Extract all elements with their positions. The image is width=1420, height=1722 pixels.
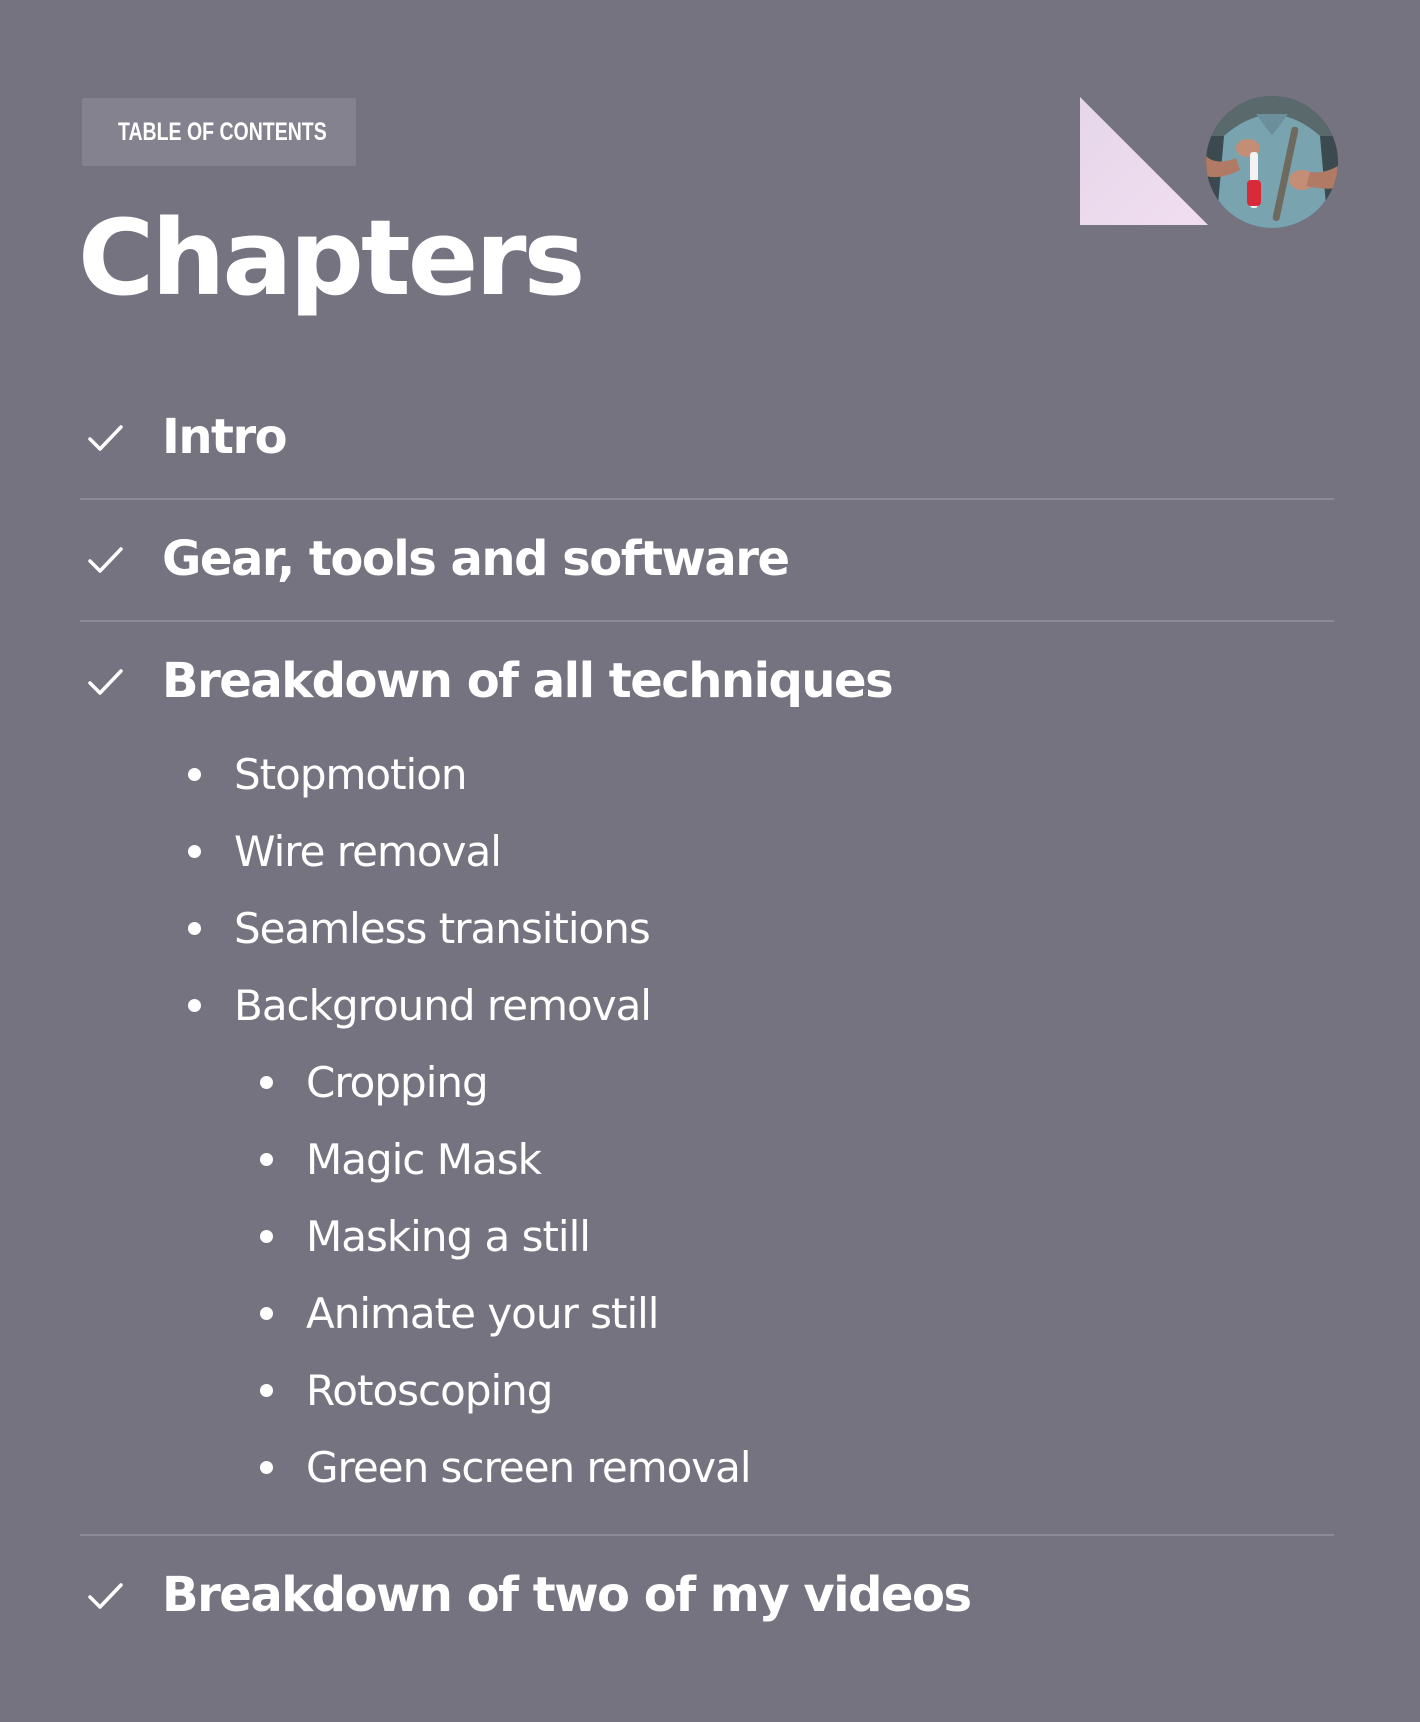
list-item-label: Seamless transitions (234, 904, 650, 953)
chapter-row[interactable] (80, 526, 1334, 592)
chapter-row[interactable] (80, 404, 1334, 470)
avatar (1206, 96, 1338, 228)
bullet-icon (188, 922, 201, 935)
page-title: Chapters (78, 197, 583, 319)
chapter-title: Intro (162, 409, 287, 465)
list-item[interactable] (188, 890, 1334, 967)
chapter-breakdown-techniques[interactable] (80, 620, 1334, 1534)
check-icon (84, 1573, 128, 1617)
bullet-icon (188, 768, 201, 781)
list-item[interactable] (188, 967, 1334, 1044)
list-item-label: Masking a still (306, 1212, 590, 1261)
chapter-breakdown-videos[interactable] (80, 1534, 1334, 1656)
list-item[interactable] (260, 1352, 1334, 1429)
list-item[interactable] (260, 1275, 1334, 1352)
list-item-label: Green screen removal (306, 1443, 751, 1492)
check-icon (84, 537, 128, 581)
list-item[interactable] (260, 1044, 1334, 1121)
chapter-intro[interactable] (80, 380, 1334, 498)
background-removal-list (188, 1044, 1334, 1506)
list-item-label: Magic Mask (306, 1135, 541, 1184)
chapter-gear-tools-software[interactable] (80, 498, 1334, 620)
check-icon (84, 415, 128, 459)
list-item[interactable] (260, 1121, 1334, 1198)
list-item-label: Animate your still (306, 1289, 659, 1338)
bullet-icon (260, 1230, 273, 1243)
list-item-label: Cropping (306, 1058, 488, 1107)
list-item-label: Rotoscoping (306, 1366, 553, 1415)
technique-list (80, 736, 1334, 1506)
list-item-label: Wire removal (234, 827, 501, 876)
chapter-row[interactable] (80, 1562, 1334, 1628)
chapter-row[interactable] (80, 648, 1334, 714)
chapter-title: Breakdown of all techniques (162, 653, 893, 709)
bullet-icon (260, 1076, 273, 1089)
list-item[interactable] (188, 813, 1334, 890)
list-item-label: Stopmotion (234, 750, 467, 799)
list-item[interactable] (260, 1429, 1334, 1506)
decorative-triangle (1080, 97, 1208, 225)
bullet-icon (260, 1307, 273, 1320)
bullet-icon (260, 1153, 273, 1166)
chapter-title: Gear, tools and software (162, 531, 789, 587)
background-removal-sublist-wrap (188, 1044, 1334, 1506)
list-item[interactable] (188, 736, 1334, 813)
bullet-icon (260, 1384, 273, 1397)
chapter-title: Breakdown of two of my videos (162, 1567, 971, 1623)
list-item-label: Background removal (234, 981, 651, 1030)
check-icon (84, 659, 128, 703)
bullet-icon (188, 845, 201, 858)
table-of-contents-badge[interactable] (82, 98, 356, 166)
chapters-list (80, 380, 1334, 1656)
list-item[interactable] (260, 1198, 1334, 1275)
table-of-contents-label: TABLE OF CONTENTS (118, 117, 327, 146)
bullet-icon (260, 1461, 273, 1474)
avatar-photo-icon (1206, 96, 1338, 228)
bullet-icon (188, 999, 201, 1012)
